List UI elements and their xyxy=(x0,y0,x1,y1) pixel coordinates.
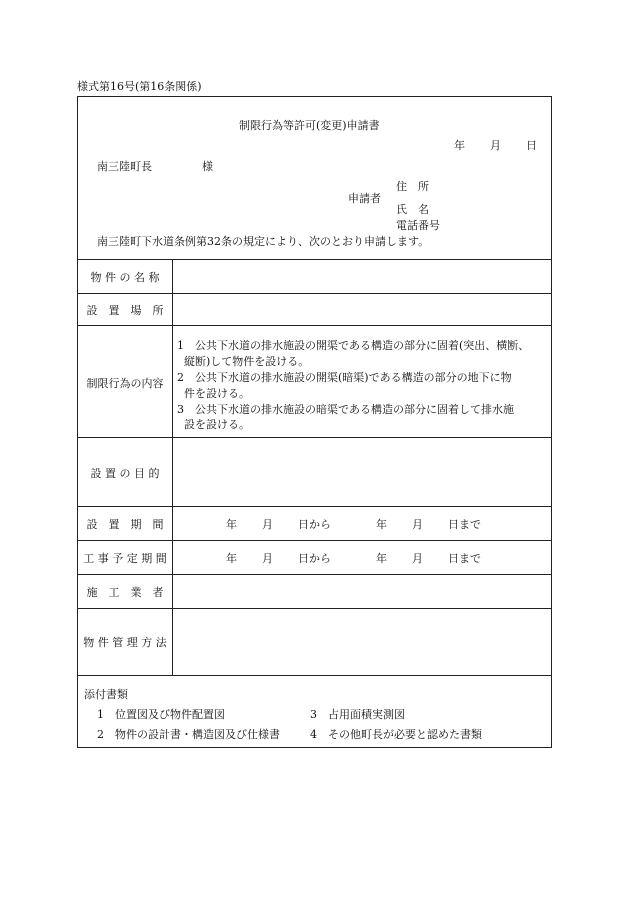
label-management: 物 件 管 理 方 法 xyxy=(83,636,167,649)
rule xyxy=(78,675,551,676)
label-property-name: 物 件 の 名 称 xyxy=(90,271,160,284)
addressee-name: 南三陸町長 xyxy=(97,160,152,173)
period-to-day: 日まで xyxy=(448,518,481,531)
restricted-act-item: 件を設ける。 xyxy=(184,387,250,400)
applicant-label: 申請者 xyxy=(348,192,381,205)
rule xyxy=(78,259,551,260)
period-from-year: 年 xyxy=(226,518,237,531)
attachment-item: 4 その他町長が必要と認めた書類 xyxy=(310,728,482,741)
attachment-item: 2 物件の設計書・構造図及び仕様書 xyxy=(97,728,280,741)
attachment-item: 1 位置図及び物件配置図 xyxy=(97,708,225,721)
period-from-day: 日から xyxy=(298,518,331,531)
construction-to-day: 日まで xyxy=(448,552,481,565)
period-to-month: 月 xyxy=(412,518,423,531)
period-to-year: 年 xyxy=(376,518,387,531)
date-month: 月 xyxy=(490,139,501,152)
rule xyxy=(78,574,551,575)
period-from-month: 月 xyxy=(262,518,273,531)
applicant-name-label: 氏 名 xyxy=(396,203,429,216)
restricted-act-item: 縦断)して物件を設ける。 xyxy=(184,355,310,368)
column-divider xyxy=(172,259,173,675)
application-form xyxy=(77,96,552,748)
restricted-act-item: 3 公共下水道の排水施設の暗渠である構造の部分に固着して排水施 xyxy=(177,403,514,416)
label-construction-period: 工 事 予 定 期 間 xyxy=(83,552,167,565)
restricted-act-item: 1 公共下水道の排水施設の開渠である構造の部分に固着(突出、横断、 xyxy=(177,339,530,352)
attachments-heading: 添付書類 xyxy=(84,688,128,701)
rule xyxy=(78,506,551,507)
construction-to-year: 年 xyxy=(376,552,387,565)
intro-text: 南三陸町下水道条例第32条の規定により、次のとおり申請します。 xyxy=(97,235,430,248)
construction-from-month: 月 xyxy=(262,552,273,565)
label-purpose: 設 置 の 目 的 xyxy=(90,467,160,480)
applicant-phone-label: 電話番号 xyxy=(396,219,440,232)
construction-from-year: 年 xyxy=(226,552,237,565)
date-day: 日 xyxy=(526,139,537,152)
label-restricted-acts: 制限行為の内容 xyxy=(86,377,164,390)
attachment-item: 3 占用面積実測図 xyxy=(310,708,405,721)
date-year: 年 xyxy=(454,139,465,152)
label-location: 設 置 場 所 xyxy=(86,304,164,317)
rule xyxy=(78,437,551,438)
addressee-honorific: 様 xyxy=(202,160,213,173)
rule xyxy=(78,293,551,294)
applicant-address-label: 住 所 xyxy=(396,180,429,193)
label-contractor: 施 工 業 者 xyxy=(86,586,164,599)
construction-to-month: 月 xyxy=(412,552,423,565)
rule xyxy=(78,608,551,609)
rule xyxy=(78,325,551,326)
form-title: 制限行為等許可(変更)申請書 xyxy=(239,119,380,132)
restricted-act-item: 2 公共下水道の排水施設の開渠(暗渠)である構造の部分の地下に物 xyxy=(177,371,512,384)
restricted-act-item: 設を設ける。 xyxy=(184,418,250,431)
construction-from-day: 日から xyxy=(298,552,331,565)
form-number: 様式第16号(第16条関係) xyxy=(77,80,202,93)
rule xyxy=(78,540,551,541)
label-period: 設 置 期 間 xyxy=(86,518,164,531)
